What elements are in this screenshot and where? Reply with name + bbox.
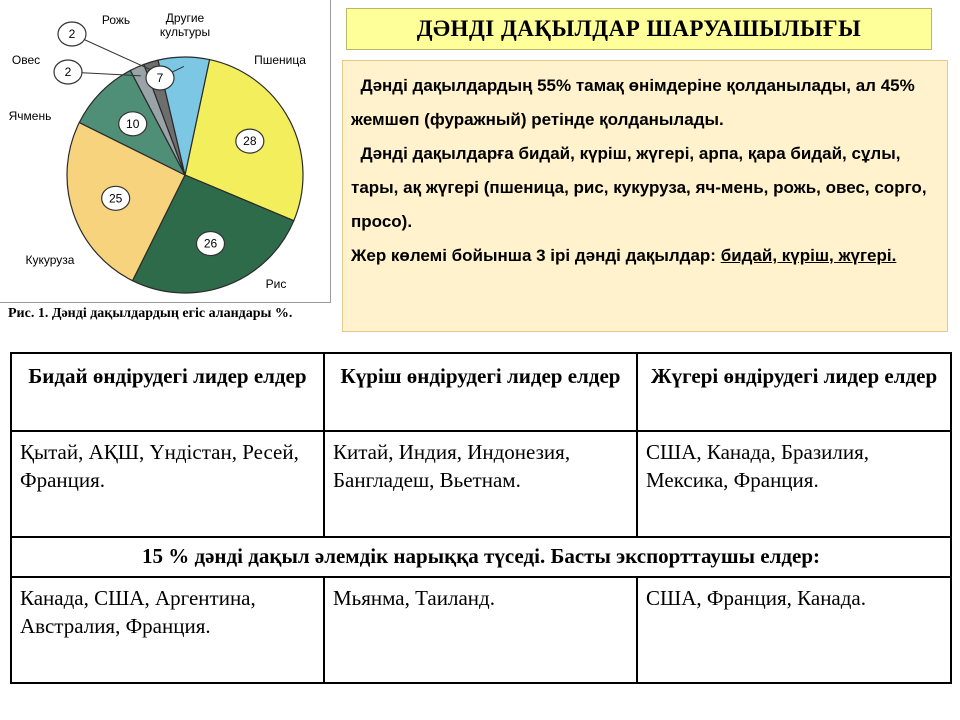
cell-corn-leaders: США, Канада, Бразилия, Мексика, Франция. [637,431,951,537]
cell-rice-leaders: Китай, Индия, Индонезия, Бангладеш, Вьетнам. [324,431,637,537]
value-label: 25 [108,191,123,206]
category-label: Другие [165,11,205,25]
chart-caption: Рис. 1. Дәнді дақылдардың егіс аландары %. [8,306,293,321]
category-label: Овес [11,53,41,67]
category-label: Кукуруза [25,253,75,267]
header-wheat: Бидай өндірудегі лидер елдер [11,353,324,431]
paragraph-usage [351,69,941,137]
value-label: 7 [156,71,164,85]
info-text-box [342,60,948,332]
category-label: культуры [159,25,211,39]
leader-countries-table [10,352,952,684]
category-label: Рис [265,277,287,291]
paragraph-usage-text: Дәнді дақылдардың 55% тамақ өнімдеріне қолданылады, ал 45% жемшөп (фуражный) ретінде қолданылады. [351,76,915,129]
header-corn: Жүгері өндірудегі лидер елдер [637,353,951,431]
paragraph-top3-underlined: бидай, күріш, жүгері. [720,246,897,265]
value-label: 2 [64,65,72,79]
paragraph-grains [351,137,941,239]
cell-wheat-leaders: Қытай, АҚШ, Үндістан, Ресей, Франция. [11,431,324,537]
paragraph-top3 [351,239,941,273]
value-label: 10 [126,116,140,131]
cell-wheat-exporters: Канада, США, Аргентина, Австралия, Франция. [11,577,324,683]
category-label: Рожь [101,13,131,27]
table-row-export-heading [11,537,951,577]
pie-chart [0,0,330,302]
page-title: ДӘНДІ ДАҚЫЛДАР ШАРУАШЫЛЫҒЫ [346,8,932,50]
table-row [11,431,951,537]
category-label: Ячмень [8,109,52,123]
cell-rice-exporters: Мьянма, Таиланд. [324,577,637,683]
header-rice: Күріш өндірудегі лидер елдер [324,353,637,431]
pie-chart-panel [0,0,331,303]
category-label: Пшеница [254,53,306,67]
value-label: 26 [203,236,218,251]
table-row [11,577,951,683]
value-label: 28 [243,134,257,149]
paragraph-top3-prefix: Жер көлемі бойынша 3 ірі дәнді дақылдар: [351,246,721,265]
export-heading-cell: 15 % дәнді дақыл әлемдік нарыққа түседі. Басты экспорттаушы елдер: [11,537,951,577]
paragraph-grains-text: Дәнді дақылдарға бидай, күріш, жүгері, арпа, қара бидай, сұлы, тары, ақ жүгері (пшеница, рис, кукуруза, яч-мень, рожь, овес, сорго, просо). [351,144,927,231]
cell-corn-exporters: США, Франция, Канада. [637,577,951,683]
value-label: 2 [68,27,76,41]
table-header-row [11,353,951,431]
